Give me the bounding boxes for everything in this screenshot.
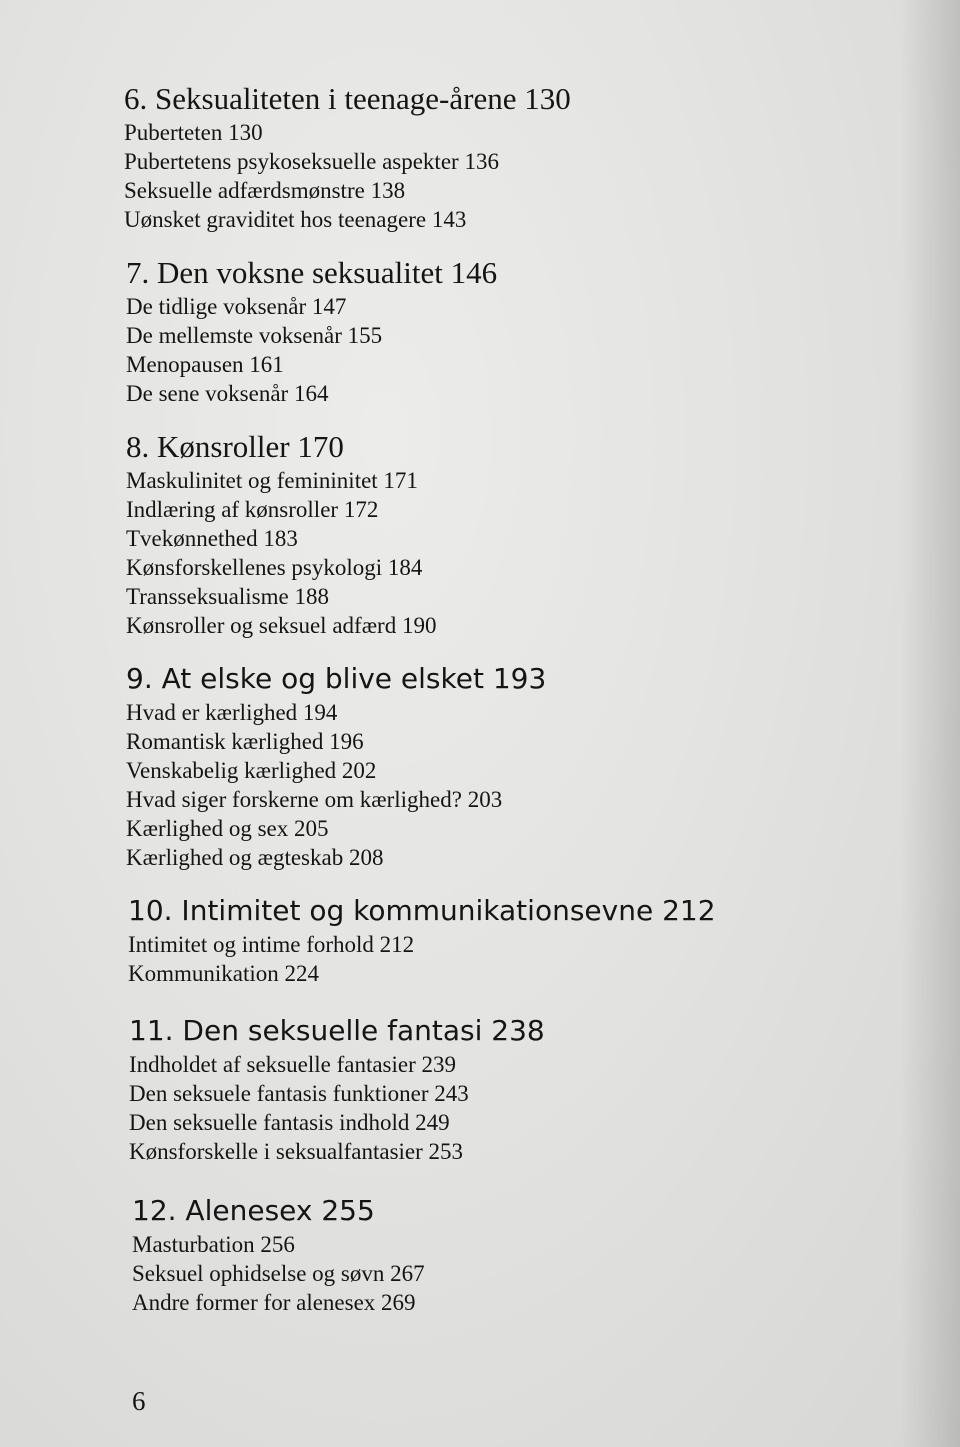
list-item: Kærlighed og sex 205	[126, 816, 329, 841]
chapter-title: 11. Den seksuelle fantasi 238	[129, 1014, 545, 1047]
chapter-6	[124, 80, 571, 234]
chapter-12	[132, 1192, 425, 1317]
list-item: Kommunikation 224	[128, 961, 320, 986]
list-item: Den seksuele fantasis funktioner 243	[129, 1081, 469, 1106]
list-item: Den seksuelle fantasis indhold 249	[129, 1110, 450, 1135]
chapter-10	[128, 892, 716, 988]
list-item: Maskulinitet og femininitet 171	[126, 468, 418, 493]
chapter-title: 10. Intimitet og kommunikationsevne 212	[128, 894, 716, 927]
list-item: Kærlighed og ægteskab 208	[126, 845, 384, 870]
page-number: 6	[132, 1386, 146, 1416]
list-item: De mellemste voksenår 155	[126, 323, 383, 348]
list-item: Andre former for alenesex 269	[132, 1290, 416, 1315]
list-item: Puberteten 130	[124, 120, 263, 145]
list-item: De sene voksenår 164	[126, 381, 329, 406]
chapter-11	[129, 1012, 545, 1166]
list-item: Seksuelle adfærdsmønstre 138	[124, 178, 406, 203]
chapter-title: 12. Alenesex 255	[132, 1194, 375, 1227]
chapter-title: 7. Den voksne seksualitet 146	[126, 255, 498, 290]
chapter-title: 9. At elske og blive elsket 193	[126, 662, 547, 695]
chapter-8	[126, 428, 436, 640]
list-item: Indholdet af seksuelle fantasier 239	[129, 1052, 456, 1077]
list-item: Venskabelig kærlighed 202	[126, 758, 377, 783]
chapter-title: 6. Seksualiteten i teenage-årene 130	[124, 81, 571, 116]
list-item: Kønsroller og seksuel adfærd 190	[126, 613, 437, 638]
list-item: Romantisk kærlighed 196	[126, 729, 364, 754]
list-item: Masturbation 256	[132, 1232, 295, 1257]
chapter-9	[126, 660, 546, 872]
list-item: Seksuel ophidselse og søvn 267	[132, 1261, 425, 1286]
list-item: Indlæring af kønsroller 172	[126, 497, 379, 522]
list-item: Uønsket graviditet hos teenagere 143	[124, 207, 467, 232]
list-item: Kønsforskelle i seksualfantasier 253	[129, 1139, 464, 1164]
list-item: Transseksualisme 188	[126, 584, 329, 609]
list-item: Hvad er kærlighed 194	[126, 700, 338, 725]
chapter-title: 8. Kønsroller 170	[126, 429, 344, 464]
list-item: Menopausen 161	[126, 352, 284, 377]
page-edge-shadow	[900, 0, 960, 1447]
list-item: Intimitet og intime forhold 212	[128, 932, 415, 957]
list-item: Kønsforskellenes psykologi 184	[126, 555, 423, 580]
list-item: De tidlige voksenår 147	[126, 294, 347, 319]
list-item: Tvekønnethed 183	[126, 526, 298, 551]
list-item: Pubertetens psykoseksuelle aspekter 136	[124, 149, 499, 174]
chapter-7	[126, 254, 497, 408]
list-item: Hvad siger forskerne om kærlighed? 203	[126, 787, 503, 812]
